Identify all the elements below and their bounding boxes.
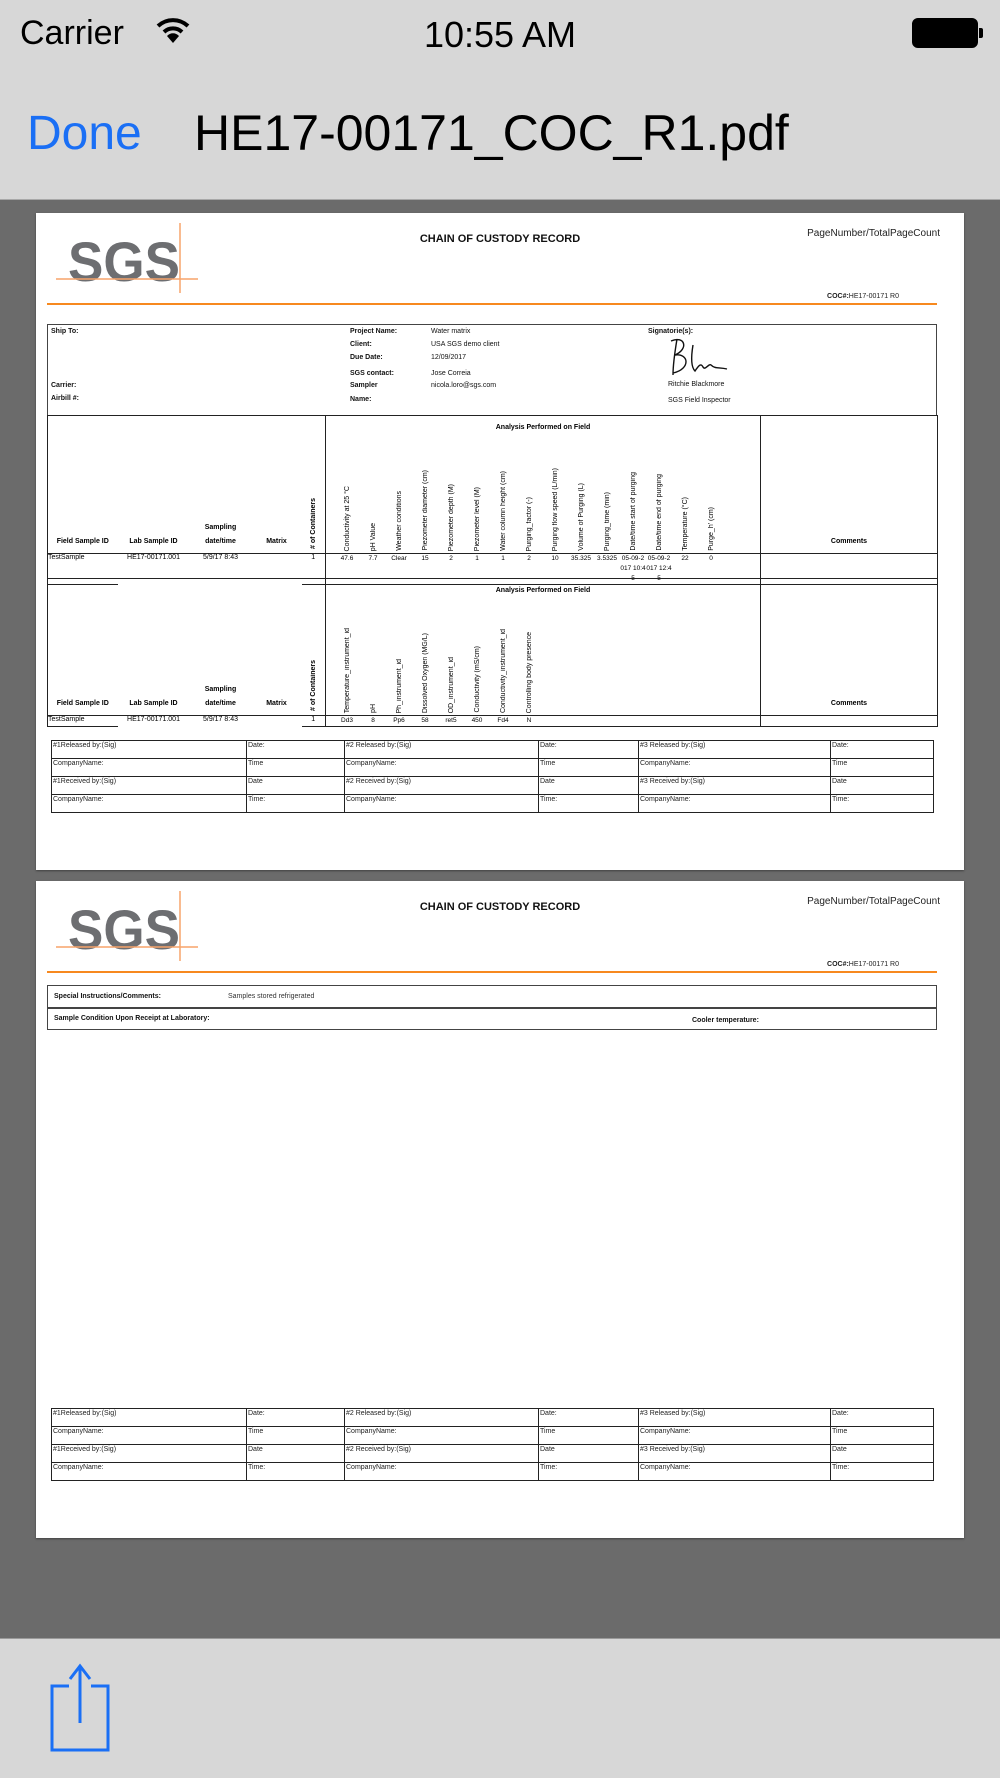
coc-label: COC#:: [827, 961, 849, 968]
containers-cell: 1: [302, 554, 326, 585]
release-cell: Time: [539, 1427, 639, 1445]
analysis-title: Analysis Performed on Field: [495, 424, 591, 431]
analysis-header: pH Value: [369, 522, 377, 551]
analysis-header: Conductivity at 25 °C: [343, 485, 351, 551]
coc-number: [827, 961, 899, 968]
cooler-temperature-label: Cooler temperature:: [692, 1017, 759, 1024]
analysis-value: 2: [527, 555, 531, 562]
release-cell: Time: [539, 759, 639, 777]
info-field-label: Sampler: [350, 382, 378, 389]
release-cell: Time:: [539, 795, 639, 813]
analysis-value: 3.5325: [597, 555, 617, 562]
release-cell: #3 Released by:(Sig): [639, 1409, 831, 1427]
analysis-header: Ph_instrument_id: [395, 658, 403, 713]
analysis-value: ret5: [445, 717, 457, 724]
lab-id-header: Lab Sample ID: [118, 579, 190, 716]
release-cell: CompanyName:: [639, 759, 831, 777]
analysis-value: 15: [421, 555, 429, 562]
analysis-header: Conductivity_instrument_id: [499, 628, 507, 713]
svg-text:SGS: SGS: [68, 898, 180, 961]
analysis-header: Piezometer diameter (cm): [421, 470, 429, 551]
release-row: [52, 777, 934, 795]
release-row: [52, 1463, 934, 1481]
header-divider: [47, 303, 937, 305]
svg-text:SGS: SGS: [68, 230, 180, 293]
containers-header: # of Containers: [302, 416, 326, 554]
lab-id-cell: HE17-00171.001: [127, 716, 180, 723]
document-title: HE17-00171_COC_R1.pdf: [194, 105, 789, 161]
instructions-box: [47, 985, 937, 1030]
analysis-table: [47, 415, 938, 585]
field-id-header: Field Sample ID: [48, 416, 118, 554]
release-cell: #1Released by:(Sig): [52, 1409, 247, 1427]
release-cell: Time:: [539, 1463, 639, 1481]
release-cell: Date:: [831, 741, 934, 759]
release-cell: #3 Released by:(Sig): [639, 741, 831, 759]
analysis-value: 05-09-2017 10:45: [620, 555, 646, 582]
shipping-info-box: [47, 324, 937, 416]
release-cell: Time:: [247, 1463, 345, 1481]
release-table: [51, 1408, 934, 1481]
sampling-line2: date/time: [205, 700, 236, 707]
analysis-value: 47.6: [340, 555, 354, 562]
containers-cell: 1: [302, 716, 326, 727]
matrix-header: Matrix: [252, 416, 302, 554]
release-cell: Time:: [831, 795, 934, 813]
release-cell: #3 Received by:(Sig): [639, 1445, 831, 1463]
release-cell: Date:: [539, 741, 639, 759]
analysis-header: Purge_h' (cm): [707, 507, 715, 551]
analysis-value: 10: [551, 555, 559, 562]
info-field-value: USA SGS demo client: [431, 341, 500, 348]
analysis-header-cell: [326, 416, 761, 554]
status-bar: [0, 0, 1000, 68]
analysis-header: Volume of Purging (L): [577, 483, 585, 551]
datetime-cell: 5/9/17 8:43: [202, 554, 239, 561]
info-field-value: Jose Correia: [431, 370, 471, 377]
signer-role: SGS Field Inspector: [668, 397, 731, 404]
release-cell: #2 Released by:(Sig): [345, 741, 539, 759]
pdf-page-1: [36, 213, 964, 870]
analysis-header: Controlling body presence: [525, 631, 533, 713]
analysis-header-row: [48, 416, 938, 554]
record-title: CHAIN OF CUSTODY RECORD: [419, 233, 581, 245]
info-field-value: 12/09/2017: [431, 354, 467, 361]
release-cell: Date: [539, 777, 639, 795]
release-cell: #1Released by:(Sig): [52, 741, 247, 759]
analysis-header: Piezometer level (M): [473, 486, 481, 551]
analysis-header: pH: [369, 704, 377, 713]
datetime-cell: 5/9/17 8:43: [202, 716, 239, 723]
field-id-cell: TestSample: [48, 554, 118, 585]
coc-value: HE17-00171 R0: [848, 961, 899, 968]
page-count: PageNumber/TotalPageCount: [807, 896, 940, 907]
analysis-value: Dd3: [341, 717, 353, 724]
carrier-field-label: Carrier:: [51, 382, 77, 389]
analysis-header: Purging_factor (-): [525, 496, 533, 551]
coc-label: COC#:: [827, 293, 849, 300]
airbill-label: Airbill #:: [51, 395, 80, 402]
sampling-line1: Sampling: [204, 524, 237, 531]
matrix-header: Matrix: [252, 579, 302, 716]
analysis-header: OD_instrument_id: [447, 656, 455, 713]
release-cell: Date:: [539, 1409, 639, 1427]
analysis-values-cell: [326, 716, 761, 727]
sampling-header: [190, 416, 252, 554]
release-cell: CompanyName:: [345, 1427, 539, 1445]
comments-header: Comments: [761, 579, 938, 716]
special-instructions-label: Special Instructions/Comments:: [54, 993, 161, 1000]
analysis-header: Dissolved Oxygen (MG/L): [421, 632, 429, 713]
analysis-value: N: [526, 717, 532, 724]
release-cell: Date:: [247, 1409, 345, 1427]
lab-id-cell: HE17-00171.001: [127, 554, 180, 561]
matrix-cell: [252, 716, 302, 727]
release-row: [52, 741, 934, 759]
release-cell: Date: [539, 1445, 639, 1463]
release-cell: Date:: [247, 741, 345, 759]
special-instructions-value: Samples stored refrigerated: [228, 993, 315, 1000]
carrier-label: Carrier: [20, 14, 124, 52]
info-field-label: Name:: [350, 396, 372, 403]
release-row: [52, 1445, 934, 1463]
release-cell: Date: [831, 1445, 934, 1463]
release-cell: #3 Received by:(Sig): [639, 777, 831, 795]
release-cell: CompanyName:: [345, 1463, 539, 1481]
field-id-header: Field Sample ID: [48, 579, 118, 716]
analysis-header: Date/time start of purging: [629, 472, 637, 551]
release-cell: #2 Received by:(Sig): [345, 777, 539, 795]
analysis-value: Clear: [391, 555, 407, 562]
analysis-header: Conductivity (mS/cm): [473, 646, 481, 713]
release-cell: Date: [831, 777, 934, 795]
release-cell: CompanyName:: [639, 795, 831, 813]
analysis-header: Purging flow speed (L/min): [551, 467, 559, 551]
info-field-label: SGS contact:: [350, 370, 394, 377]
analysis-value: 7.7: [368, 555, 378, 562]
analysis-header: Water column height (cm): [499, 471, 507, 551]
info-field-value: nicola.loro@sgs.com: [431, 382, 497, 389]
sample-row: [48, 716, 938, 727]
release-cell: Date: [247, 777, 345, 795]
ship-to-label: Ship To:: [51, 328, 79, 335]
release-cell: Time:: [247, 795, 345, 813]
analysis-value: Pp6: [393, 717, 405, 724]
analysis-header: Temperature_instrument_id: [343, 627, 351, 713]
analysis-value: 22: [681, 555, 689, 562]
analysis-header: Purging_time (min): [603, 491, 611, 551]
info-field-label: Project Name:: [350, 328, 398, 335]
analysis-value: 58: [421, 717, 429, 724]
release-cell: Date:: [831, 1409, 934, 1427]
analysis-value: 1: [475, 555, 479, 562]
signature-image: [663, 337, 733, 377]
page-count: PageNumber/TotalPageCount: [807, 228, 940, 239]
analysis-value: 05-09-2017 12:45: [646, 555, 672, 582]
clock: 10:55 AM: [423, 14, 577, 55]
analysis-value: 2: [449, 555, 453, 562]
nav-bar: [0, 68, 1000, 200]
analysis-header-row: [48, 579, 938, 716]
signatories-label: Signatorie(s):: [648, 328, 694, 335]
analysis-header: Piezometer depth (M): [447, 483, 455, 551]
battery-icon: [912, 18, 978, 48]
info-field-value: Water matrix: [431, 328, 471, 335]
analysis-header: Temperature (°C): [681, 497, 689, 551]
info-field-label: Due Date:: [350, 354, 383, 361]
coc-number: [827, 293, 899, 300]
sampling-line2: date/time: [205, 538, 236, 545]
containers-header: # of Containers: [302, 579, 326, 716]
comments-header: Comments: [761, 416, 938, 554]
release-cell: CompanyName:: [639, 1427, 831, 1445]
header-divider: [47, 971, 937, 973]
coc-value: HE17-00171 R0: [848, 293, 899, 300]
release-cell: #2 Released by:(Sig): [345, 1409, 539, 1427]
analysis-value: Fd4: [497, 717, 509, 724]
release-cell: Date: [247, 1445, 345, 1463]
release-cell: Time: [831, 759, 934, 777]
sampling-header: [190, 579, 252, 716]
release-cell: CompanyName:: [345, 795, 539, 813]
share-icon[interactable]: [49, 1663, 111, 1753]
analysis-value: 35.325: [571, 555, 591, 562]
field-id-cell: TestSample: [48, 716, 118, 727]
analysis-header-cell: [326, 579, 761, 716]
release-cell: Time: [831, 1427, 934, 1445]
release-cell: #1Received by:(Sig): [52, 777, 247, 795]
done-button[interactable]: Done: [27, 107, 142, 160]
release-cell: CompanyName:: [345, 759, 539, 777]
release-cell: #2 Received by:(Sig): [345, 1445, 539, 1463]
record-title: CHAIN OF CUSTODY RECORD: [419, 901, 581, 913]
release-row: [52, 1409, 934, 1427]
release-cell: Time: [247, 1427, 345, 1445]
analysis-value: 0: [709, 555, 713, 562]
analysis-table: [47, 578, 938, 727]
release-cell: CompanyName:: [52, 1463, 247, 1481]
sample-condition-label: Sample Condition Upon Receipt at Laboratory:: [54, 1015, 210, 1022]
release-cell: CompanyName:: [52, 1427, 247, 1445]
analysis-value: 8: [371, 717, 375, 724]
release-cell: CompanyName:: [52, 759, 247, 777]
release-table: [51, 740, 934, 813]
bottom-toolbar: [0, 1638, 1000, 1778]
pdf-page-2: [36, 881, 964, 1538]
analysis-value: 450: [471, 717, 483, 724]
release-cell: #1Received by:(Sig): [52, 1445, 247, 1463]
analysis-title: Analysis Performed on Field: [495, 587, 591, 594]
release-row: [52, 795, 934, 813]
analysis-header: Date/time end of purging: [655, 474, 663, 551]
analysis-header: Weather conditions: [395, 491, 403, 551]
lab-id-header: Lab Sample ID: [118, 416, 190, 554]
info-field-label: Client:: [350, 341, 372, 348]
sampling-line1: Sampling: [204, 686, 237, 693]
release-cell: CompanyName:: [52, 795, 247, 813]
release-cell: Time: [247, 759, 345, 777]
analysis-value: 1: [501, 555, 505, 562]
release-row: [52, 759, 934, 777]
release-cell: CompanyName:: [639, 1463, 831, 1481]
signer-name: Ritchie Blackmore: [668, 381, 725, 388]
release-row: [52, 1427, 934, 1445]
release-cell: Time:: [831, 1463, 934, 1481]
comments-cell: [761, 716, 938, 727]
